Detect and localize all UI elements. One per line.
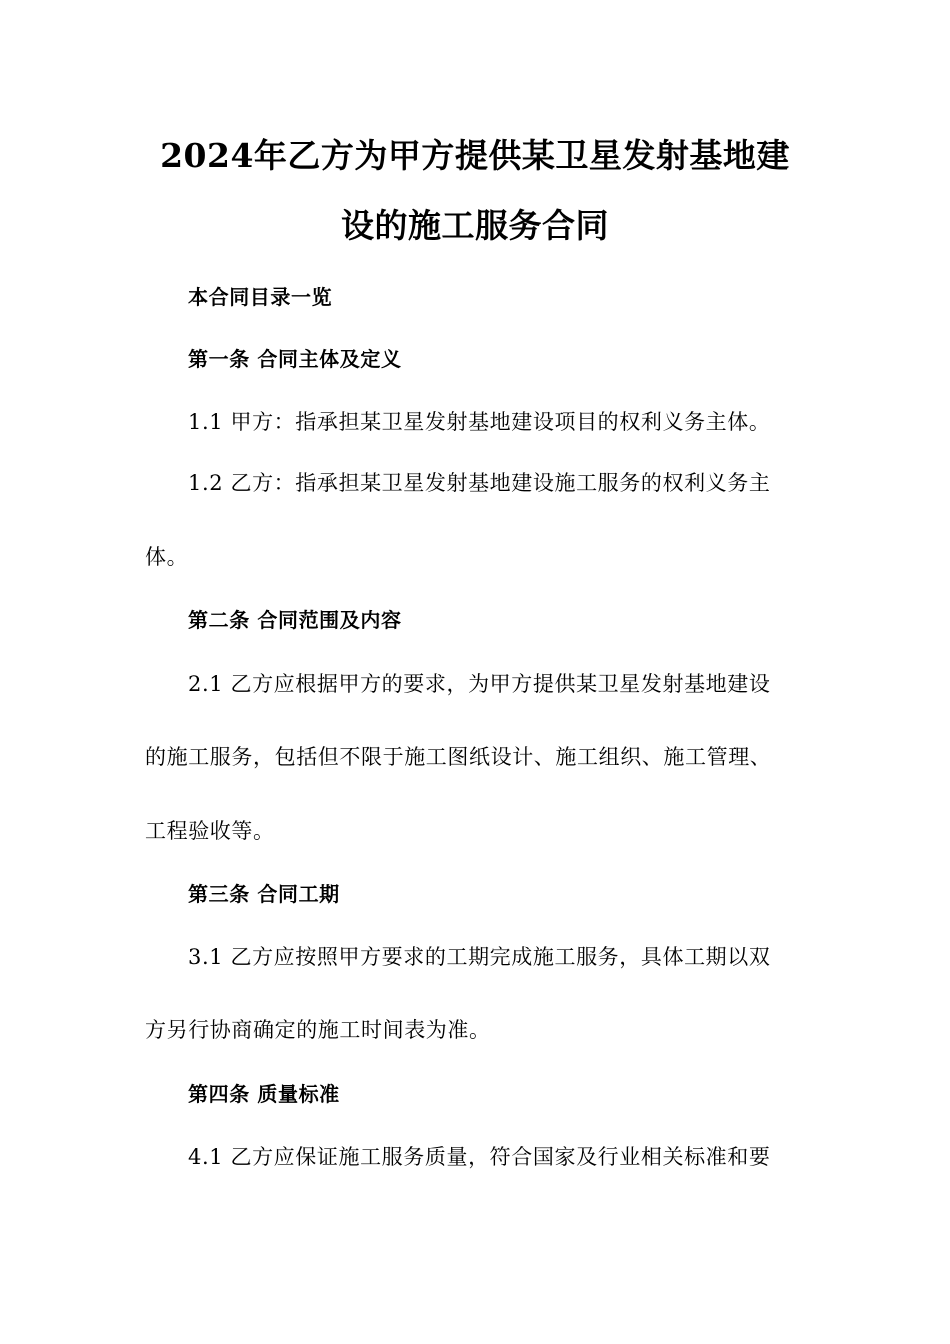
article2-heading: 第二条 合同范围及内容 [188, 608, 402, 632]
article2-clause1-line1: 2.1 乙方应根据甲方的要求，为甲方提供某卫星发射基地建设 [188, 672, 771, 696]
document-title-line1: 2024年乙方为甲方提供某卫星发射基地建 [160, 136, 790, 175]
article1-clause1: 1.1 甲方：指承担某卫星发射基地建设项目的权利义务主体。 [188, 410, 771, 434]
article2-clause1-line3: 工程验收等。 [145, 819, 275, 843]
article2-clause1-line2: 的施工服务，包括但不限于施工图纸设计、施工组织、施工管理、 [145, 745, 772, 769]
article3-clause1-line2: 方另行协商确定的施工时间表为准。 [145, 1018, 491, 1042]
article1-clause2-line2: 体。 [145, 545, 189, 569]
article4-heading: 第四条 质量标准 [188, 1082, 340, 1106]
article1-heading: 第一条 合同主体及定义 [188, 347, 402, 371]
article1-clause2-line1: 1.2 乙方：指承担某卫星发射基地建设施工服务的权利义务主 [188, 471, 771, 495]
document-title-line2: 设的施工服务合同 [341, 206, 609, 245]
article3-heading: 第三条 合同工期 [188, 882, 340, 906]
article4-clause1-line1: 4.1 乙方应保证施工服务质量，符合国家及行业相关标准和要 [188, 1145, 771, 1169]
toc-heading: 本合同目录一览 [188, 285, 333, 309]
article3-clause1-line1: 3.1 乙方应按照甲方要求的工期完成施工服务，具体工期以双 [188, 945, 771, 969]
